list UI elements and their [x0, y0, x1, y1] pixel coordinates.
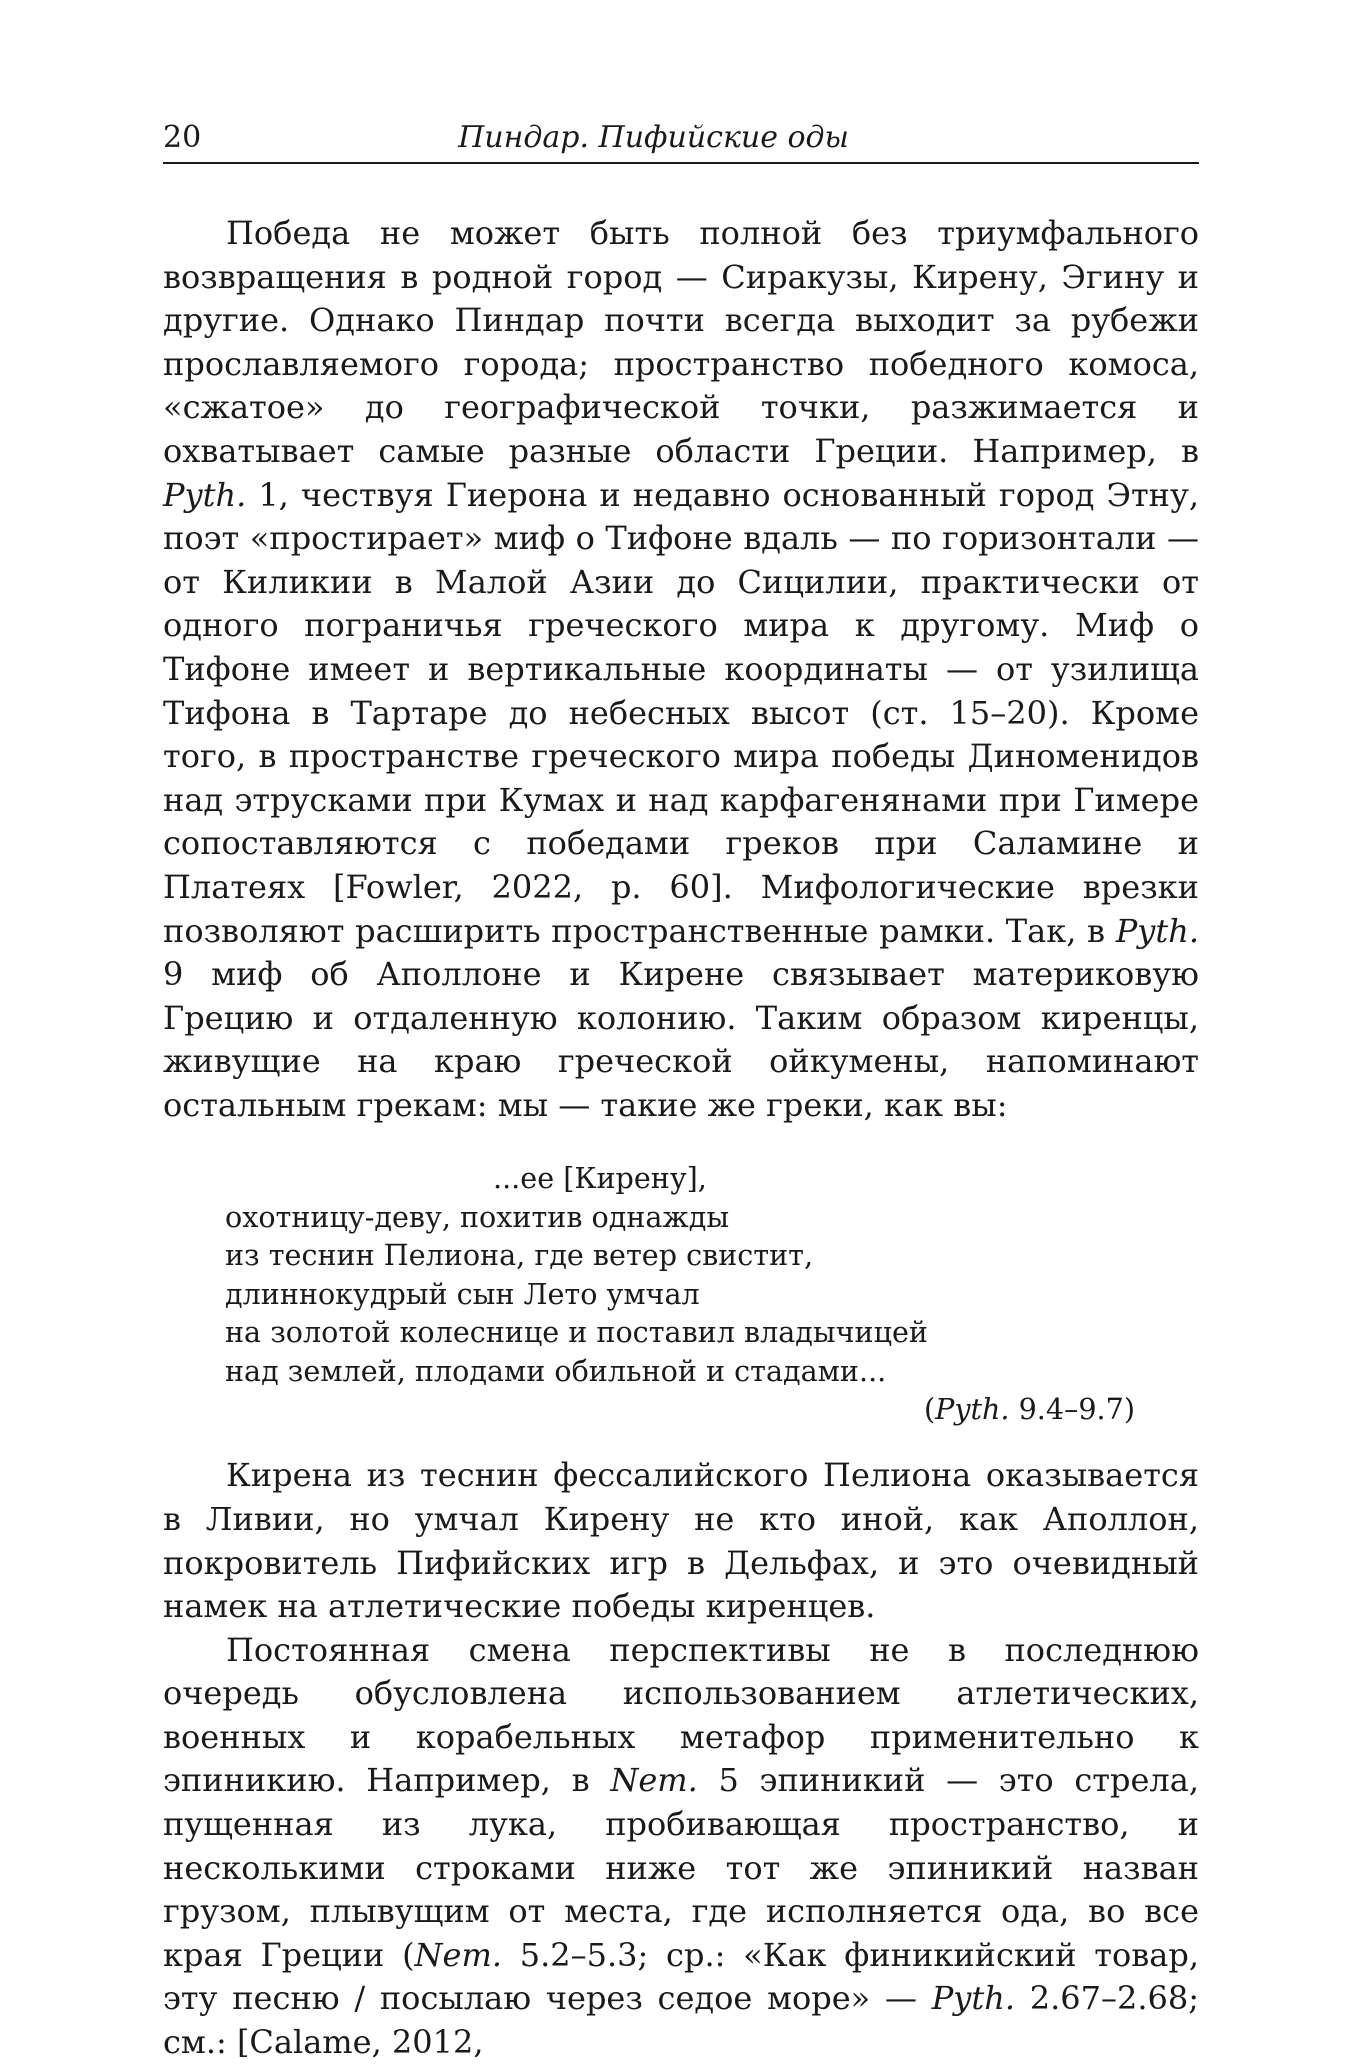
citation-range: 9.4–9.7) [1009, 1391, 1135, 1426]
poem-line: над землей, плодами обильной и стадами... [225, 1353, 887, 1388]
italic-abbreviation: Pyth. [1115, 911, 1199, 950]
paragraph-2 [163, 1454, 1199, 1628]
poem-quotation [225, 1159, 1199, 1389]
italic-abbreviation: Nem. [414, 1935, 502, 1974]
citation-paren: ( [923, 1391, 936, 1426]
running-title: Пиндар. Пифийские оды [458, 120, 849, 155]
body-text [163, 212, 1199, 2065]
text-span: 1, чествуя Гиерона и недавно основанный город Этну, поэт «простирает» миф о Тифоне вдаль — по горизонтали — от Киликии в Малой Азии до Сицилии, практически от одного пограничья греческого мира к другому. Миф о Тифоне имеет и вертикальные координаты — от узилища Тифона в Тартаре до небесных высот (ст. 15–20). Кроме того, в пространстве греческого мира победы Диноменидов над этрусками при Кумах и над карфагенянами при Гимере сопоставляются с победами греков при Саламине и Платеях [Fowler, 2022, p. 60]. Мифологические врезки позволяют расширить пространственные рамки. Так, в [163, 475, 1199, 950]
italic-abbreviation: Pyth. [931, 1979, 1015, 2018]
poem-citation [163, 1390, 1135, 1428]
poem-line: из теснин Пелиона, где ветер свистит, [225, 1238, 814, 1273]
text-span: 5.2–5.3; ср.: «Как финикийский товар, эту песню / посылаю через седое море» — [163, 1935, 1199, 2018]
italic-abbreviation: Pyth. [163, 475, 247, 514]
poem-line: охотницу-деву, похитив однажды [225, 1199, 730, 1234]
text-span: Кирена из теснин фессалийского Пелиона оказывается в Ливии, но умчал Кирену не кто иной, как Аполлон, покровитель Пифийских игр в Дельфах, и это очевидный намек на атлетические победы киренцев. [163, 1456, 1199, 1626]
text-span: 2.67–2.68; см.: [Calame, 2012, [163, 1979, 1200, 2062]
text-span: 5 эпиникий — это стрела, пущенная из лука, пробивающая пространство, и несколькими строками ниже тот же эпиникий назван грузом, плывущим от места, где исполняется ода, во все края Греции ( [163, 1761, 1200, 1974]
poem-line: длиннокудрый сын Лето умчал [225, 1276, 700, 1311]
text-span: Постоянная смена перспективы не в последнюю очередь обусловлена использованием атлетических, военных и корабельных метафор применительно к эпиникию. Например, в [163, 1630, 1199, 1800]
paragraph-3 [163, 1629, 1199, 2065]
poem-line: на золотой колеснице и поставил владычицей [225, 1315, 928, 1350]
page-number: 20 [163, 120, 202, 155]
italic-abbreviation: Pyth. [935, 1391, 1010, 1426]
paragraph-1 [163, 212, 1199, 1127]
poem-line: ...ее [Кирену], [493, 1161, 707, 1196]
text-span: 9 миф об Аполлоне и Кирене связывает материковую Грецию и отдаленную колонию. Таким образом киренцы, живущие на краю греческой ойкумены, напоминают остальным грекам: мы — такие же греки, как вы: [163, 955, 1199, 1124]
text-span: Победа не может быть полной без триумфального возвращения в родной город — Сиракузы, Кирену, Эгину и другие. Однако Пиндар почти всегда выходит за рубежи прославляемого города; пространство победного комоса, «сжатое» до географической точки, разжимается и охватывает самые разные области Греции. Например, в [163, 214, 1199, 470]
running-header [163, 118, 1199, 164]
italic-abbreviation: Nem. [610, 1761, 698, 1800]
